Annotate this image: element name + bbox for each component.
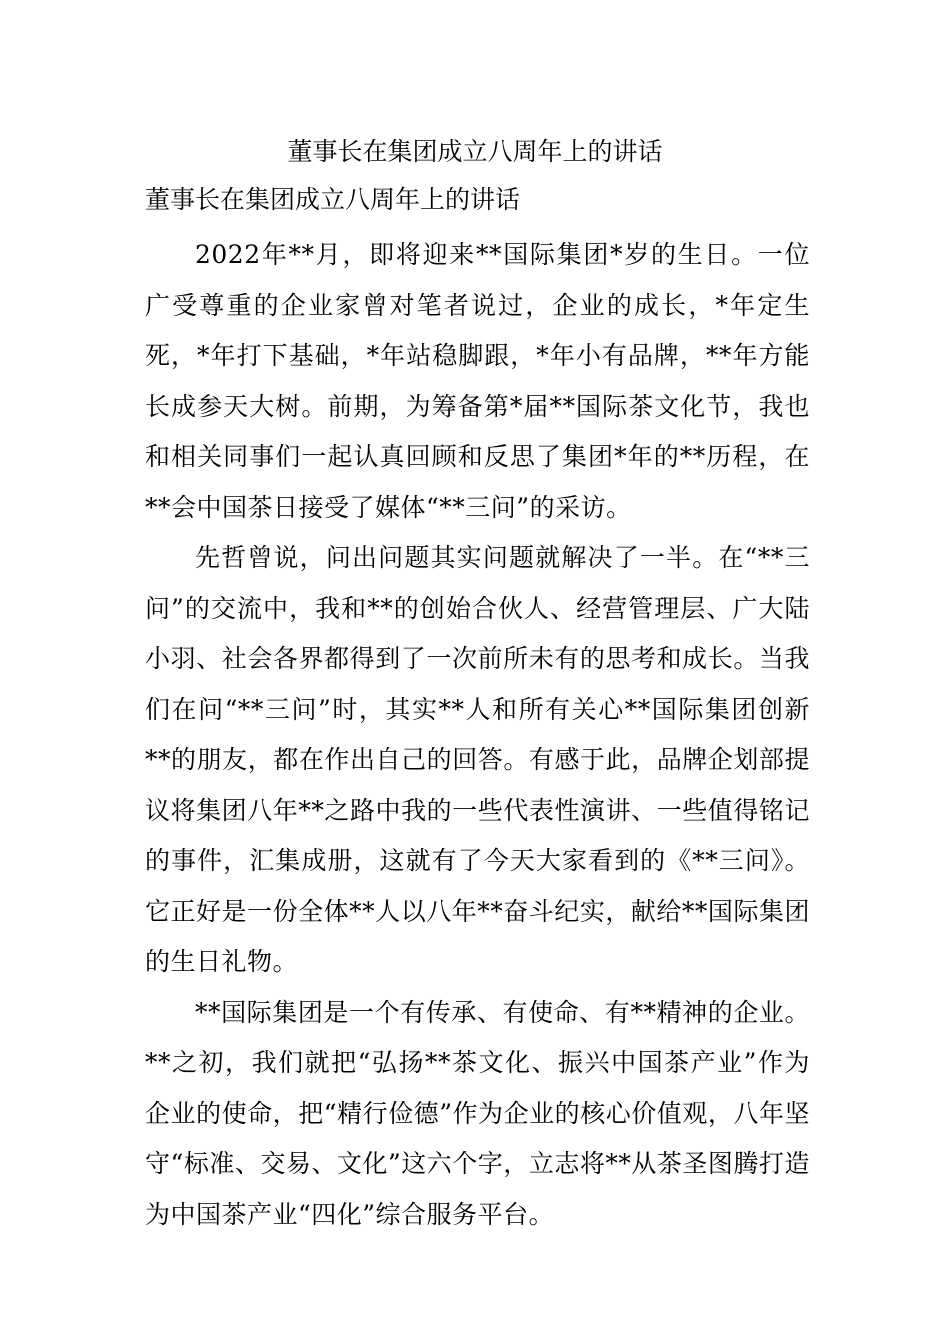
paragraph: 2022年**月，即将迎来**国际集团*岁的生日。一位广受尊重的企业家曾对笔者说过，企业的成长，*年定生死，*年打下基础，*年站稳脚跟，*年小有品牌，**年方能长成参天大树。前期，为筹备第*届**国际茶文化节，我也和相关同事们一起认真回顾和反思了集团*年的**历程，在**会中国茶日接受了媒体“**三问”的采访。 [145, 240, 810, 522]
document-title: 董事长在集团成立八周年上的讲话 [287, 137, 663, 166]
paragraph: **国际集团是一个有传承、有使命、有**精神的企业。**之初，我们就把“弘扬**茶文化、振兴中国茶产业”作为企业的使命，把“精行俭德”作为企业的核心价值观，八年坚守“标准、交易、文化”这六个字，立志将**从茶圣图腾打造为中国茶产业“四化”综合服务平台。 [145, 997, 810, 1229]
document-body [145, 230, 810, 1240]
paragraph: 先哲曾说，问出问题其实问题就解决了一半。在“**三问”的交流中，我和**的创始合伙人、经营管理层、广大陆小羽、社会各界都得到了一次前所未有的思考和成长。当我们在问“**三问”时，其实**人和所有关心**国际集团创新**的朋友，都在作出自己的回答。有感于此，品牌企划部提议将集团八年**之路中我的一些代表性演讲、一些值得铭记的事件，汇集成册，这就有了今天大家看到的《**三问》。它正好是一份全体**人以八年**奋斗纪实，献给**国际集团的生日礼物。 [145, 543, 810, 976]
document-subtitle: 董事长在集团成立八周年上的讲话 [145, 185, 521, 214]
